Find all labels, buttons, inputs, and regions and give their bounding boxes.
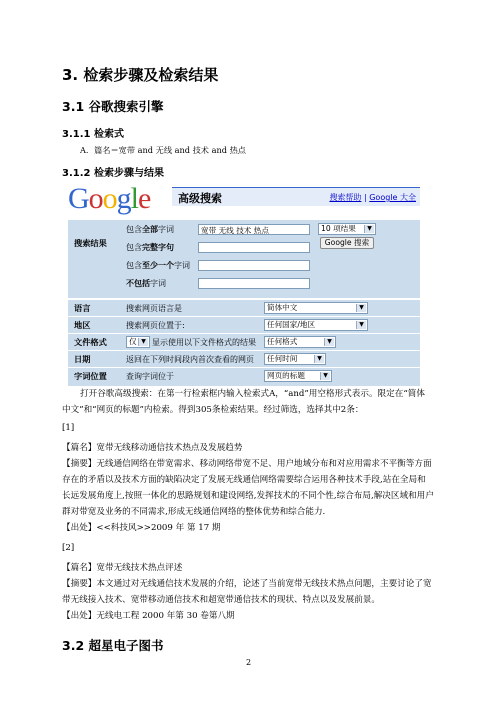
region-label: 地区 — [74, 320, 91, 330]
google-directory-link[interactable]: Google 大全 — [369, 193, 416, 202]
occurrences-select[interactable]: 网页的标题 ▼ — [264, 370, 332, 382]
ref2-number: [2] — [62, 543, 75, 553]
all-words-label: 包含全部字词 — [126, 225, 174, 234]
file-format-select[interactable]: 任何格式 ▼ — [264, 336, 336, 348]
ref2-title: 【篇名】宽带无线技术热点评述 — [62, 563, 183, 573]
without-words-input[interactable] — [198, 278, 310, 289]
date-desc: 返回在下列时间段内首次查看的网页 — [126, 355, 254, 364]
ref2-source: 【出处】无线电工程 2000 年第 30 卷第八期 — [62, 611, 235, 621]
paragraph-line-1: 打开谷歌高级搜索：在第一行检索框内输入检索式A，“and”用空格形式表示。限定在“简体 — [80, 389, 425, 399]
heading-section-3-1-2: 3.1.2 检索步骤与结果 — [62, 168, 164, 179]
file-format-only-select[interactable]: 仅 ▼ — [126, 336, 150, 348]
at-least-one-input[interactable] — [198, 260, 310, 271]
ref1-abstract-line-4: 群对带宽及业务的不同需求,形成无线通信网络的整体优势和综合能力. — [62, 507, 326, 517]
language-select[interactable]: 简体中文 ▼ — [264, 302, 368, 314]
ref1-abstract-line-1: 【摘要】无线通信网络在带宽需求、移动网络带宽不足、用户地域分布和对应用需求不平衡等方面 — [62, 459, 432, 469]
google-logo-letter: g — [116, 182, 131, 215]
file-format-label: 文件格式 — [74, 337, 107, 347]
exact-phrase-input[interactable] — [198, 242, 310, 253]
all-words-input[interactable]: 宽带 无线 技术 热点 — [198, 224, 310, 235]
heading-section-3-1-1: 3.1.1 检索式 — [62, 129, 124, 140]
find-results-section — [68, 220, 420, 298]
chevron-down-icon: ▼ — [356, 304, 366, 312]
ref1-abstract-line-2: 存在的矛盾以及技术方面的缺陷决定了发展无线通信网络需要综合运用各种技术手段,站在全局和 — [62, 475, 426, 485]
google-advanced-search-panel — [68, 182, 420, 386]
google-logo-letter: l — [130, 182, 139, 215]
at-least-one-label: 包含至少一个字词 — [126, 261, 190, 270]
header-links — [329, 192, 416, 203]
occurrences-label: 字词位置 — [74, 371, 107, 381]
ref1-source: 【出处】<<科技风>>2009 年 第 17 期 — [62, 523, 221, 533]
page-number: 2 — [246, 658, 252, 667]
results-count-select[interactable]: 10 项结果 ▼ — [318, 223, 376, 235]
advanced-search-title: 高级搜索 — [178, 192, 222, 205]
ref2-abstract-line-1: 【摘要】本文通过对无线通信技术发展的介绍，论述了当前宽带无线技术热点问题，主要讨论了宽 — [62, 579, 432, 589]
language-label: 语言 — [74, 303, 91, 313]
google-search-button[interactable]: Google 搜索 — [320, 237, 374, 249]
google-logo-letter: e — [138, 182, 151, 215]
header-bar — [172, 187, 420, 206]
ref1-title: 【篇名】宽带无线移动通信技术热点及发展趋势 — [62, 443, 243, 453]
google-logo-letter: o — [102, 182, 117, 215]
chevron-down-icon: ▼ — [138, 338, 148, 346]
occurrences-desc: 查询字词位于 — [126, 372, 174, 381]
heading-section-3-2: 3.2 超星电子图书 — [62, 638, 164, 653]
find-results-label: 搜索结果 — [74, 238, 107, 248]
region-select[interactable]: 任何国家/地区 ▼ — [264, 319, 368, 331]
date-label: 日期 — [74, 354, 91, 364]
paragraph-line-2: 中文”和“网页的标题”内检索。得到305条检索结果。经过筛选，选择其中2条： — [62, 405, 364, 415]
chevron-down-icon: ▼ — [364, 225, 374, 233]
heading-section-3: 3. 检索步骤及检索结果 — [62, 66, 219, 84]
language-desc: 搜索网页语言是 — [126, 304, 182, 313]
without-words-label: 不包括字词 — [126, 279, 166, 288]
google-logo — [68, 182, 168, 215]
ref1-abstract-line-3: 长远发展角度上,按照一体化的思路规划和建设网络,发挥技术的不同个性,综合布局,解决区域和用户 — [62, 491, 434, 501]
google-logo-letter: G — [68, 182, 89, 215]
chevron-down-icon: ▼ — [320, 372, 330, 380]
google-logo-letter: o — [88, 182, 103, 215]
search-expression: A．篇名＝宽带 and 无线 and 技术 and 热点 — [80, 145, 246, 155]
heading-section-3-1: 3.1 谷歌搜索引擎 — [62, 99, 164, 114]
ref2-abstract-line-2: 带无线接入技术、宽带移动通信技术和超宽带通信技术的现状、特点以及发展前景。 — [62, 595, 380, 605]
region-desc: 搜索网页位置于: — [126, 321, 185, 330]
date-select[interactable]: 任何时间 ▼ — [264, 353, 326, 365]
search-help-link[interactable]: 搜索帮助 — [329, 193, 362, 202]
ref1-number: [1] — [62, 423, 75, 433]
link-separator: | — [363, 193, 367, 202]
file-format-desc: 显示使用以下文件格式的结果 — [152, 338, 256, 347]
chevron-down-icon: ▼ — [356, 321, 366, 329]
options-section — [68, 300, 420, 386]
chevron-down-icon: ▼ — [324, 338, 334, 346]
exact-phrase-label: 包含完整字句 — [126, 243, 174, 252]
chevron-down-icon: ▼ — [314, 355, 324, 363]
